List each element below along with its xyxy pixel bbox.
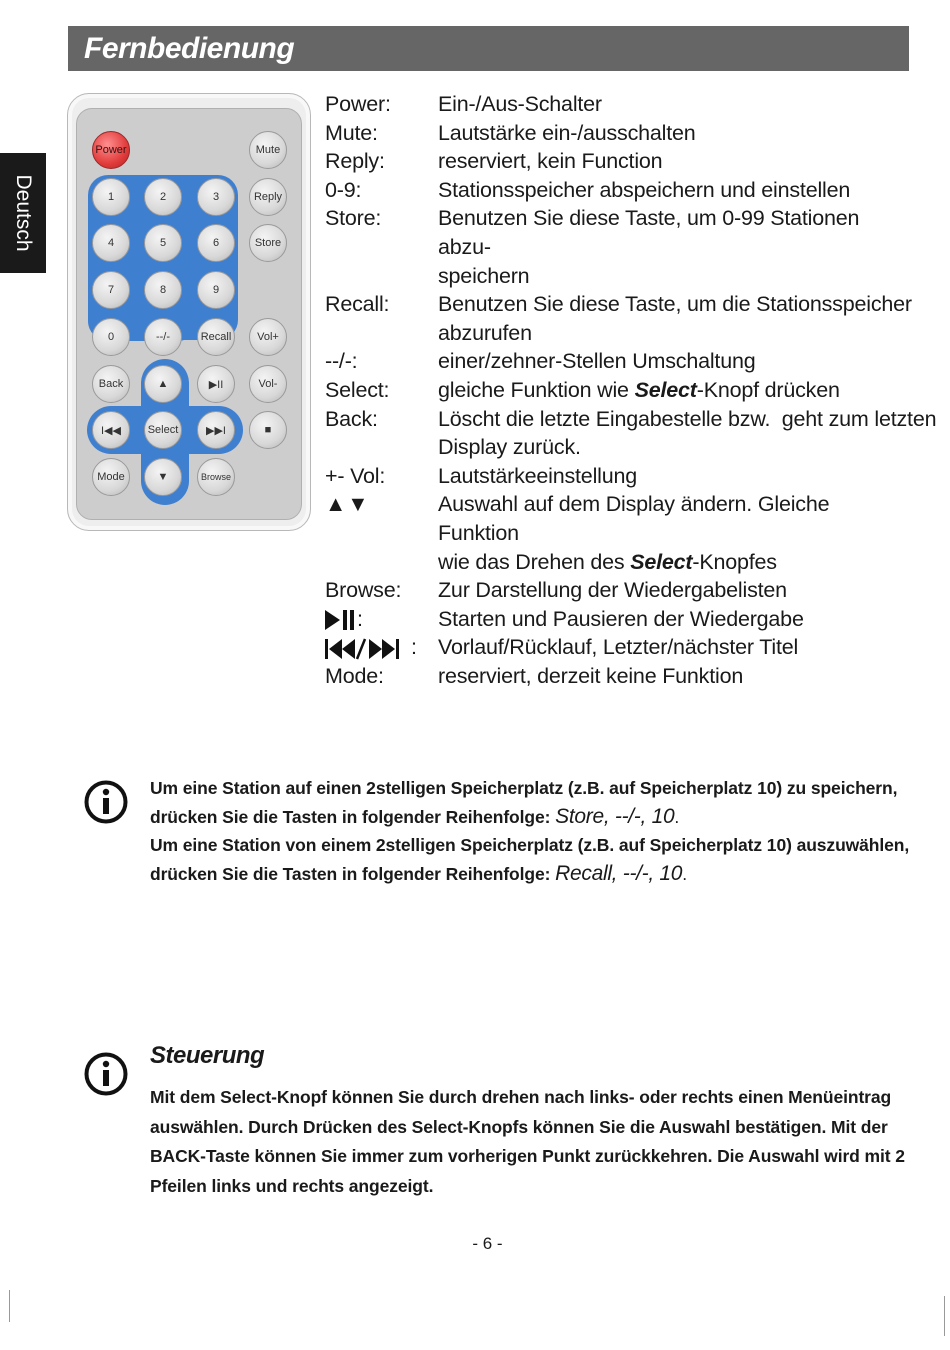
remote-control-illustration — [67, 93, 311, 531]
definition-term: Recall: — [325, 292, 390, 317]
definition-description — [438, 290, 915, 347]
definition-term: Back: — [325, 406, 378, 431]
definition-row — [325, 633, 915, 662]
info-icon — [84, 1052, 128, 1096]
remote-mode-button: Mode — [92, 458, 130, 496]
remote-stop-button: ■ — [249, 411, 287, 449]
header-bar — [68, 26, 909, 71]
definition-row — [325, 662, 915, 691]
definition-text: -Knopf drücken — [696, 377, 840, 402]
remote-prev-button: I◀◀ — [92, 411, 130, 449]
definition-row — [325, 176, 915, 205]
definition-description-line: Benutzen Sie diese Taste, um die Stationsspeicher — [438, 292, 912, 317]
remote-vol-minus-button: Vol- — [249, 365, 287, 403]
definition-description: Lautstärkeeinstellung — [438, 463, 637, 488]
definition-row — [325, 376, 915, 405]
note-line: BACK-Taste können Sie immer zum vorherigen Punkt zurückkehren. Die Auswahl wird mit 2 — [150, 1146, 905, 1166]
remote-store-button: Store — [249, 224, 287, 262]
key-sequence: Store, --/-, 10 — [555, 804, 675, 828]
page-title: Fernbedienung — [84, 32, 295, 65]
language-tab — [0, 153, 46, 273]
button-definition-list — [325, 90, 937, 690]
definition-term: +- Vol: — [325, 463, 386, 488]
remote-down-button: ▼ — [144, 458, 182, 496]
definition-term: Power: — [325, 92, 391, 116]
remote-digit-2: 2 — [144, 178, 182, 216]
remote-recall-button: Recall — [197, 318, 235, 356]
remote-digit-5: 5 — [144, 224, 182, 262]
definition-row — [325, 462, 915, 491]
definition-term: --/-: — [325, 349, 358, 374]
definition-description-line: Display zurück. — [438, 435, 581, 460]
note-line — [150, 803, 912, 832]
remote-dash-button: --/- — [144, 318, 182, 356]
definition-term-colon: : — [357, 606, 363, 631]
definition-description-line: Auswahl auf dem Display ändern. Gleiche Funktion — [438, 492, 830, 545]
remote-digit-6: 6 — [197, 224, 235, 262]
definition-description-line: Benutzen Sie diese Taste, um 0-99 Stationen abzu- — [438, 206, 860, 259]
remote-digit-1: 1 — [92, 178, 130, 216]
remote-back-button: Back — [92, 365, 130, 403]
definition-text: gleiche Funktion wie — [438, 377, 635, 402]
definition-row — [325, 204, 915, 290]
definition-term: Store: — [325, 206, 382, 231]
remote-digit-0: 0 — [92, 318, 130, 356]
definition-description — [438, 405, 937, 462]
definition-text: wie das Drehen des — [438, 549, 631, 574]
section-heading: Steuerung — [150, 1042, 265, 1069]
remote-up-button: ▲ — [144, 365, 182, 403]
definition-row — [325, 147, 915, 176]
play-pause-icon — [325, 609, 357, 631]
remote-digit-9: 9 — [197, 271, 235, 309]
definition-term: Browse: — [325, 578, 402, 603]
definition-row — [325, 290, 915, 347]
definition-term — [325, 633, 437, 662]
definition-description — [438, 204, 915, 290]
steuerung-note — [150, 1083, 912, 1201]
note-text: drücken Sie die Tasten in folgender Reihenfolge: — [150, 864, 556, 885]
arrow-up-down-icon: ▲▼ — [325, 492, 370, 517]
definition-term: Select: — [325, 377, 390, 402]
note-line — [150, 860, 912, 889]
definition-row — [325, 119, 915, 148]
note-text: . — [674, 806, 680, 827]
definition-description-line — [438, 548, 915, 577]
definition-description-line: abzurufen — [438, 320, 532, 345]
note-line: Pfeilen links und rechts angezeigt. — [150, 1175, 434, 1196]
language-tab-label: Deutsch — [12, 174, 35, 252]
definition-description: reserviert, derzeit keine Funktion — [438, 663, 744, 688]
remote-select-button: Select — [144, 411, 182, 449]
remote-digit-7: 7 — [92, 271, 130, 309]
definition-description: Zur Darstellung der Wiedergabelisten — [438, 578, 787, 603]
remote-mute-button: Mute — [249, 131, 287, 169]
definition-description — [438, 490, 915, 576]
definition-text: -Knopfes — [692, 549, 777, 574]
definition-description — [438, 376, 915, 405]
definition-description-line: speichern — [438, 263, 530, 288]
definition-emphasis: Select — [634, 377, 697, 402]
definition-term: Mode: — [325, 663, 384, 688]
note-line: Um eine Station auf einen 2stelligen Speicherplatz (z.B. auf Speicherplatz 10) zu speichern, — [150, 778, 898, 798]
note-text: drücken Sie die Tasten in folgender Reihenfolge: — [150, 806, 556, 827]
definition-term — [325, 605, 437, 634]
definition-description: reserviert, kein Function — [438, 149, 663, 174]
note-text: . — [682, 864, 687, 885]
definition-emphasis: Select — [630, 549, 693, 574]
remote-next-button: ▶▶I — [197, 411, 235, 449]
definition-row — [325, 576, 915, 605]
definition-description: Starten und Pausieren der Wiedergabe — [438, 606, 804, 631]
definition-description-line: Löscht die letzte Eingabestelle bzw. geht zum letzten — [438, 406, 937, 431]
definition-row — [325, 347, 915, 376]
info-icon — [84, 780, 128, 824]
definition-description: einer/zehner-Stellen Umschaltung — [438, 349, 756, 374]
note-line: Mit dem Select-Knopf können Sie durch drehen nach links- oder rechts einen Menüeintrag — [150, 1087, 892, 1107]
remote-reply-button: Reply — [249, 178, 287, 216]
skip-prev-next-icon — [325, 638, 411, 660]
edge-mark — [9, 1290, 10, 1322]
remote-digit-8: 8 — [144, 271, 182, 309]
remote-digit-3: 3 — [197, 178, 235, 216]
definition-term-colon: : — [411, 635, 417, 660]
remote-digit-4: 4 — [92, 224, 130, 262]
definition-description: Vorlauf/Rücklauf, Letzter/nächster Titel — [438, 635, 799, 660]
definition-term: Reply: — [325, 149, 385, 174]
remote-vol-plus-button: Vol+ — [249, 318, 287, 356]
definition-term: Mute: — [325, 120, 378, 145]
edge-mark — [944, 1296, 945, 1336]
page-number: - 6 - — [472, 1234, 503, 1253]
definition-row — [325, 90, 915, 119]
definition-term: 0-9: — [325, 177, 362, 202]
remote-power-button: Power — [92, 131, 130, 169]
note-line: auswählen. Durch Drücken des Select-Knopfs können Sie die Auswahl bestätigen. Mit der — [150, 1116, 888, 1137]
definition-row — [325, 405, 937, 462]
remote-play-pause-button: ▶II — [197, 365, 235, 403]
definition-row — [325, 605, 915, 634]
definition-description: Lautstärke ein-/ausschalten — [438, 120, 696, 145]
definition-description: Stationsspeicher abspeichern und einstellen — [438, 177, 851, 202]
definition-row — [325, 490, 915, 576]
note-line: Um eine Station von einem 2stelligen Speicherplatz (z.B. auf Speicherplatz 10) auszuwählen, — [150, 835, 910, 856]
store-recall-note — [150, 774, 912, 889]
definition-description: Ein-/Aus-Schalter — [438, 92, 602, 116]
remote-browse-button: Browse — [197, 458, 235, 496]
key-sequence: Recall, --/-, 10 — [555, 862, 683, 886]
